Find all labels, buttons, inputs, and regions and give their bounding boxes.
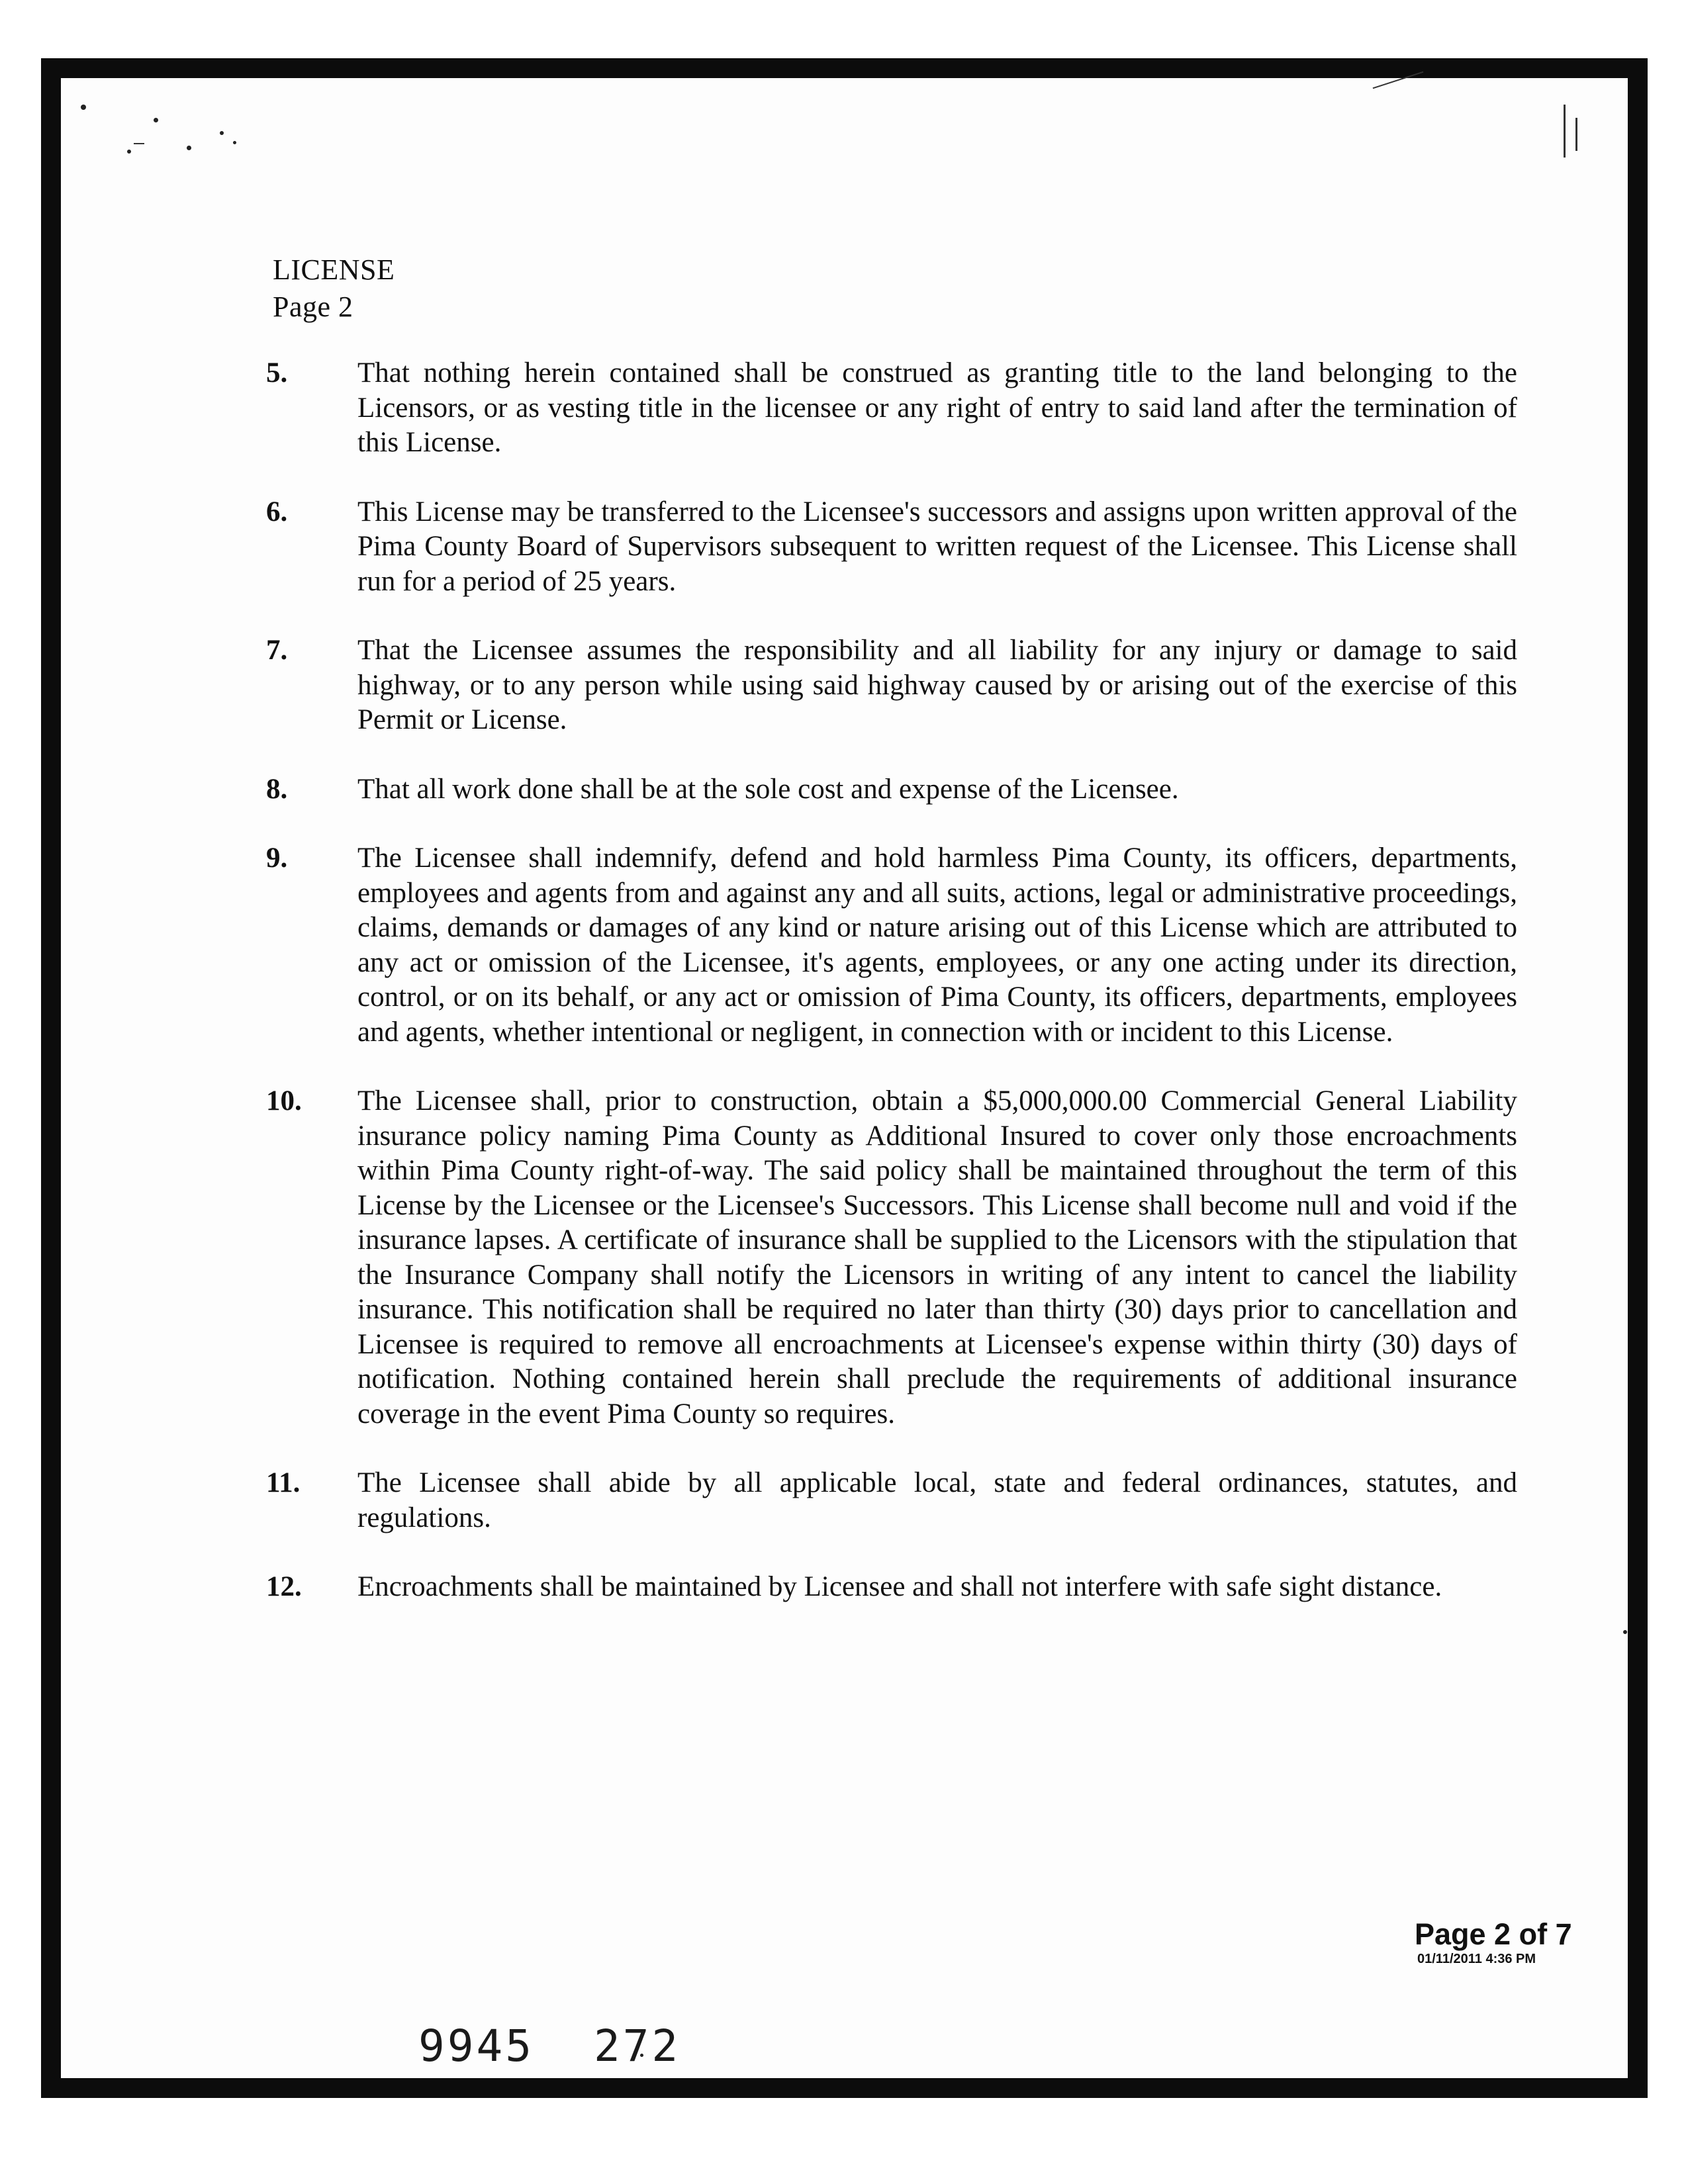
docket-number: 9945	[418, 2021, 534, 2071]
clause-6	[266, 495, 1517, 600]
clause-text: The Licensee shall indemnify, defend and hold harmless Pima County, its officers, departments, employees and agents from and against any and all suits, actions, legal or administrative proceedings, claims, demands or damages of any kind or nature arising out of this License which are attributed to any act or omission of the Licensee, it's agents, employees, or any one acting under its direction, control, or on its behalf, or any act or omission of Pima County, its officers, departments, employees and agents, whether intentional or negligent, in connection with or incident to this License.	[357, 842, 1517, 1048]
scan-speck	[1623, 1630, 1627, 1634]
clause-number: 10.	[266, 1085, 302, 1116]
scan-speck	[233, 141, 236, 144]
clause-text: Encroachments shall be maintained by Licensee and shall not interfere with safe sight distance.	[357, 1571, 1442, 1602]
scan-mark	[1373, 71, 1424, 89]
scan-speck	[187, 146, 191, 150]
page-label: Page 2	[273, 291, 353, 323]
document-title: LICENSE	[273, 253, 395, 286]
clause-5	[266, 356, 1517, 461]
clause-number: 5.	[266, 357, 288, 388]
scan-mark	[1575, 118, 1577, 151]
docket-page: 272	[593, 2021, 681, 2071]
clause-8	[266, 772, 1517, 807]
clause-text: The Licensee shall abide by all applicable local, state and federal ordinances, statutes, and regulations.	[357, 1467, 1517, 1533]
scan-mark	[134, 143, 144, 144]
clause-9	[266, 841, 1517, 1050]
page-count: Page 2 of 7	[1415, 1917, 1572, 1951]
clause-number: 12.	[266, 1571, 302, 1602]
clause-number: 9.	[266, 842, 288, 874]
clause-text: That nothing herein contained shall be construed as granting title to the land belonging to the Licensors, or as vesting title in the licensee or any right of entry to said land after the termination of this License.	[357, 357, 1517, 458]
page-stamp	[1415, 1918, 1572, 1967]
clause-text: This License may be transferred to the Licensee's successors and assigns upon written approval of the Pima County Board of Supervisors subsequent to written request of the Licensee. This License shall run for a period of 25 years.	[357, 496, 1517, 597]
clause-list	[266, 356, 1517, 1639]
scan-speck	[220, 131, 224, 135]
page-content	[61, 78, 1628, 2078]
scan-mark	[1564, 105, 1566, 158]
clause-12	[266, 1570, 1517, 1605]
clause-number: 6.	[266, 496, 288, 527]
document-header	[273, 251, 395, 326]
clause-number: 8.	[266, 773, 288, 805]
stamp-timestamp: 01/11/2011 4:36 PM	[1417, 1952, 1536, 1966]
clause-11	[266, 1466, 1517, 1535]
clause-10	[266, 1084, 1517, 1432]
recording-number	[418, 2021, 680, 2071]
clause-text: That the Licensee assumes the responsibility and all liability for any injury or damage to said highway, or to any person while using said highway caused by or arising out of the exercise of this Permit or License.	[357, 635, 1517, 735]
clause-text: That all work done shall be at the sole cost and expense of the Licensee.	[357, 773, 1179, 805]
clause-7	[266, 633, 1517, 738]
clause-number: 7.	[266, 635, 288, 666]
scan-speck	[81, 105, 86, 110]
scan-speck	[127, 150, 131, 154]
clause-text: The Licensee shall, prior to construction, obtain a $5,000,000.00 Commercial General Liability insurance policy naming Pima County as Additional Insured to cover only those encroachments within Pima County right-of-way. The said policy shall be maintained throughout the term of this License by the Licensee or the Licensee's Successors. This License shall become null and void if the insurance lapses. A certificate of insurance shall be supplied to the Licensors with the stipulation that the Insurance Company shall notify the Licensors in writing of any intent to cancel the liability insurance. This notification shall be required no later than thirty (30) days prior to cancellation and Licensee is required to remove all encroachments at Licensee's expense within thirty (30) days of notification. Nothing contained herein shall preclude the requirements of additional insurance coverage in the event Pima County so requires.	[357, 1085, 1517, 1430]
clause-number: 11.	[266, 1467, 301, 1498]
scan-speck	[154, 118, 158, 122]
scanned-page	[41, 58, 1648, 2098]
